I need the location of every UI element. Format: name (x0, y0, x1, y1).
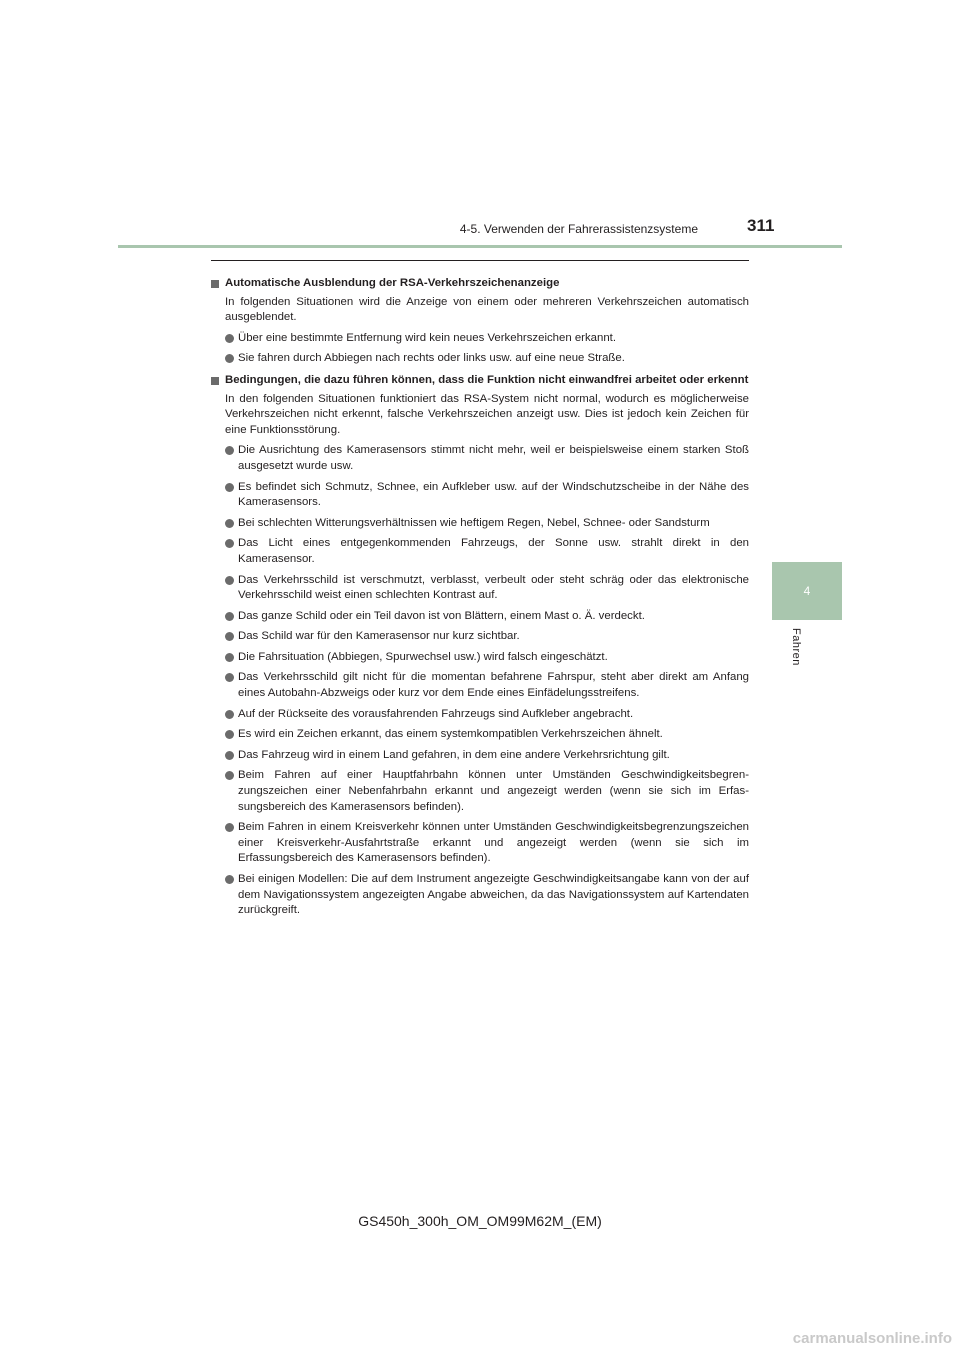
bullet-item (211, 443, 749, 474)
bullet-dot-icon (225, 771, 234, 780)
bullet-item (211, 331, 749, 347)
bullet-item (211, 670, 749, 701)
section-intro: In folgenden Situationen wird die Anzeige von einem oder mehreren Verkehrszeichen automatisch ausgeblendet. (225, 295, 749, 324)
bullet-item (211, 768, 749, 815)
bullet-item (211, 872, 749, 919)
section-title: 4-5. Verwenden der Fahrerassistenzsysteme (459, 222, 698, 236)
section-conditions (211, 373, 749, 919)
bullet-item (211, 727, 749, 743)
bullet-item (211, 629, 749, 645)
bullet-list (211, 443, 749, 918)
section-heading-text: Automatische Ausblendung der RSA-Verkehrszeichenanzeige (225, 277, 560, 289)
bullet-dot-icon (225, 334, 234, 343)
content-rule (211, 260, 749, 261)
bullet-dot-icon (225, 446, 234, 455)
document-code: GS450h_300h_OM_OM99M62M_(EM) (358, 1213, 602, 1229)
bullet-dot-icon (225, 612, 234, 621)
bullet-dot-icon (225, 653, 234, 662)
bullet-text: Das ganze Schild oder ein Teil davon ist von Blättern, einem Mast o. Ä. verdeckt. (238, 609, 645, 622)
bullet-item (211, 480, 749, 511)
bullet-item (211, 650, 749, 666)
section-heading-text: Bedingungen, die dazu führen können, dass die Funktion nicht einwandfrei arbeitet oder erkennt (225, 373, 749, 386)
watermark: carmanualsonline.info (792, 1330, 952, 1347)
bullet-dot-icon (225, 576, 234, 585)
bullet-dot-icon (225, 539, 234, 548)
bullet-list (211, 331, 749, 367)
bullet-dot-icon (225, 519, 234, 528)
bullet-text: Beim Fahren in einem Kreisverkehr können unter Umständen Geschwindigkeitsbegrenzungszeichen einer Kreisverkehr-Ausfahrtstraße erkannt und angezeigt werden (wenn sie sich im Erfassungsbereich des Kamerasensors befinden). (238, 821, 749, 865)
chapter-tab: 4 (772, 562, 842, 620)
bullet-item (211, 516, 749, 532)
bullet-text: Die Fahrsituation (Abbiegen, Spurwechsel usw.) wird falsch eingeschätzt. (238, 650, 608, 663)
bullet-item (211, 351, 749, 367)
bullet-text: Es wird ein Zeichen erkannt, das einem systemkompatiblen Verkehrszeichen ähnelt. (238, 728, 663, 741)
bullet-text: Beim Fahren auf einer Hauptfahrbahn können unter Umständen Geschwindigkeitsbegrenzungszeichen einer Nebenfahrbahn erkannt und angezeigt werden (wenn sie sich im Erfassungsbereich des Kamerasensors befinden). (238, 769, 749, 813)
bullet-item (211, 536, 749, 567)
square-bullet-icon (211, 377, 219, 385)
bullet-text: Bei schlechten Witterungsverhältnissen wie heftigem Regen, Nebel, Schnee- oder Sandsturm (238, 516, 710, 529)
bullet-dot-icon (225, 632, 234, 641)
bullet-dot-icon (225, 823, 234, 832)
bullet-dot-icon (225, 710, 234, 719)
bullet-text: Das Verkehrsschild gilt nicht für die momentan befahrene Fahrspur, steht aber direkt am Anfang eines Autobahn-Abzweigs oder kurz vor dem Ende eines Einfädelungsstreifens. (238, 671, 749, 700)
bullet-text: Das Fahrzeug wird in einem Land gefahren, in dem eine andere Verkehrsrichtung gilt. (238, 748, 670, 761)
bullet-text: Die Ausrichtung des Kamerasensors stimmt nicht mehr, weil er beispielsweise einem starken Stoß ausgesetzt wurde usw. (238, 444, 749, 472)
bullet-text: Sie fahren durch Abbiegen nach rechts oder links usw. auf eine neue Straße. (238, 352, 625, 365)
bullet-item (211, 748, 749, 764)
bullet-item (211, 820, 749, 867)
section-auto-hide (211, 276, 749, 367)
square-bullet-icon (211, 280, 219, 288)
header-rule (118, 245, 842, 248)
section-intro: In den folgenden Situationen funktioniert das RSA-System nicht normal, wodurch es möglicherweise Verkehrszeichen nicht erkennt, falsche Verkehrszeichen anzeigt usw. Dies ist jedoch kein Zeichen für eine Funktionsstörung. (225, 392, 749, 436)
bullet-dot-icon (225, 354, 234, 363)
bullet-dot-icon (225, 673, 234, 682)
bullet-text: Es befindet sich Schmutz, Schnee, ein Aufkleber usw. auf der Windschutzscheibe in der Nähe des Kamerasensors. (238, 480, 749, 509)
chapter-label: Fahren (790, 628, 802, 666)
bullet-item (211, 609, 749, 625)
section-heading (211, 276, 749, 292)
bullet-dot-icon (225, 875, 234, 884)
page-number: 311 (747, 216, 775, 235)
bullet-item (211, 707, 749, 723)
bullet-item (211, 573, 749, 604)
bullet-dot-icon (225, 483, 234, 492)
bullet-dot-icon (225, 730, 234, 739)
bullet-dot-icon (225, 751, 234, 760)
section-heading (211, 373, 749, 389)
bullet-text: Auf der Rückseite des vorausfahrenden Fahrzeugs sind Aufkleber angebracht. (238, 707, 634, 720)
bullet-text: Das Licht eines entgegenkommenden Fahrzeugs, der Sonne usw. strahlt direkt in den Kamerasensor. (238, 537, 749, 565)
content (211, 270, 749, 919)
bullet-text: Das Schild war für den Kamerasensor nur kurz sichtbar. (238, 630, 520, 643)
bullet-text: Bei einigen Modellen: Die auf dem Instrument angezeigte Geschwindigkeitsangabe kann von der auf dem Navigationssystem angezeigten Angabe abweichen, da das Navigationssystem auf Kartendaten zurückgreift. (238, 873, 749, 917)
bullet-text: Das Verkehrsschild ist verschmutzt, verblasst, verbeult oder steht schräg oder das elektronische Verkehrsschild weist einen schlechten Kontrast auf. (238, 573, 749, 602)
bullet-text: Über eine bestimmte Entfernung wird kein neues Verkehrszeichen erkannt. (238, 331, 616, 344)
